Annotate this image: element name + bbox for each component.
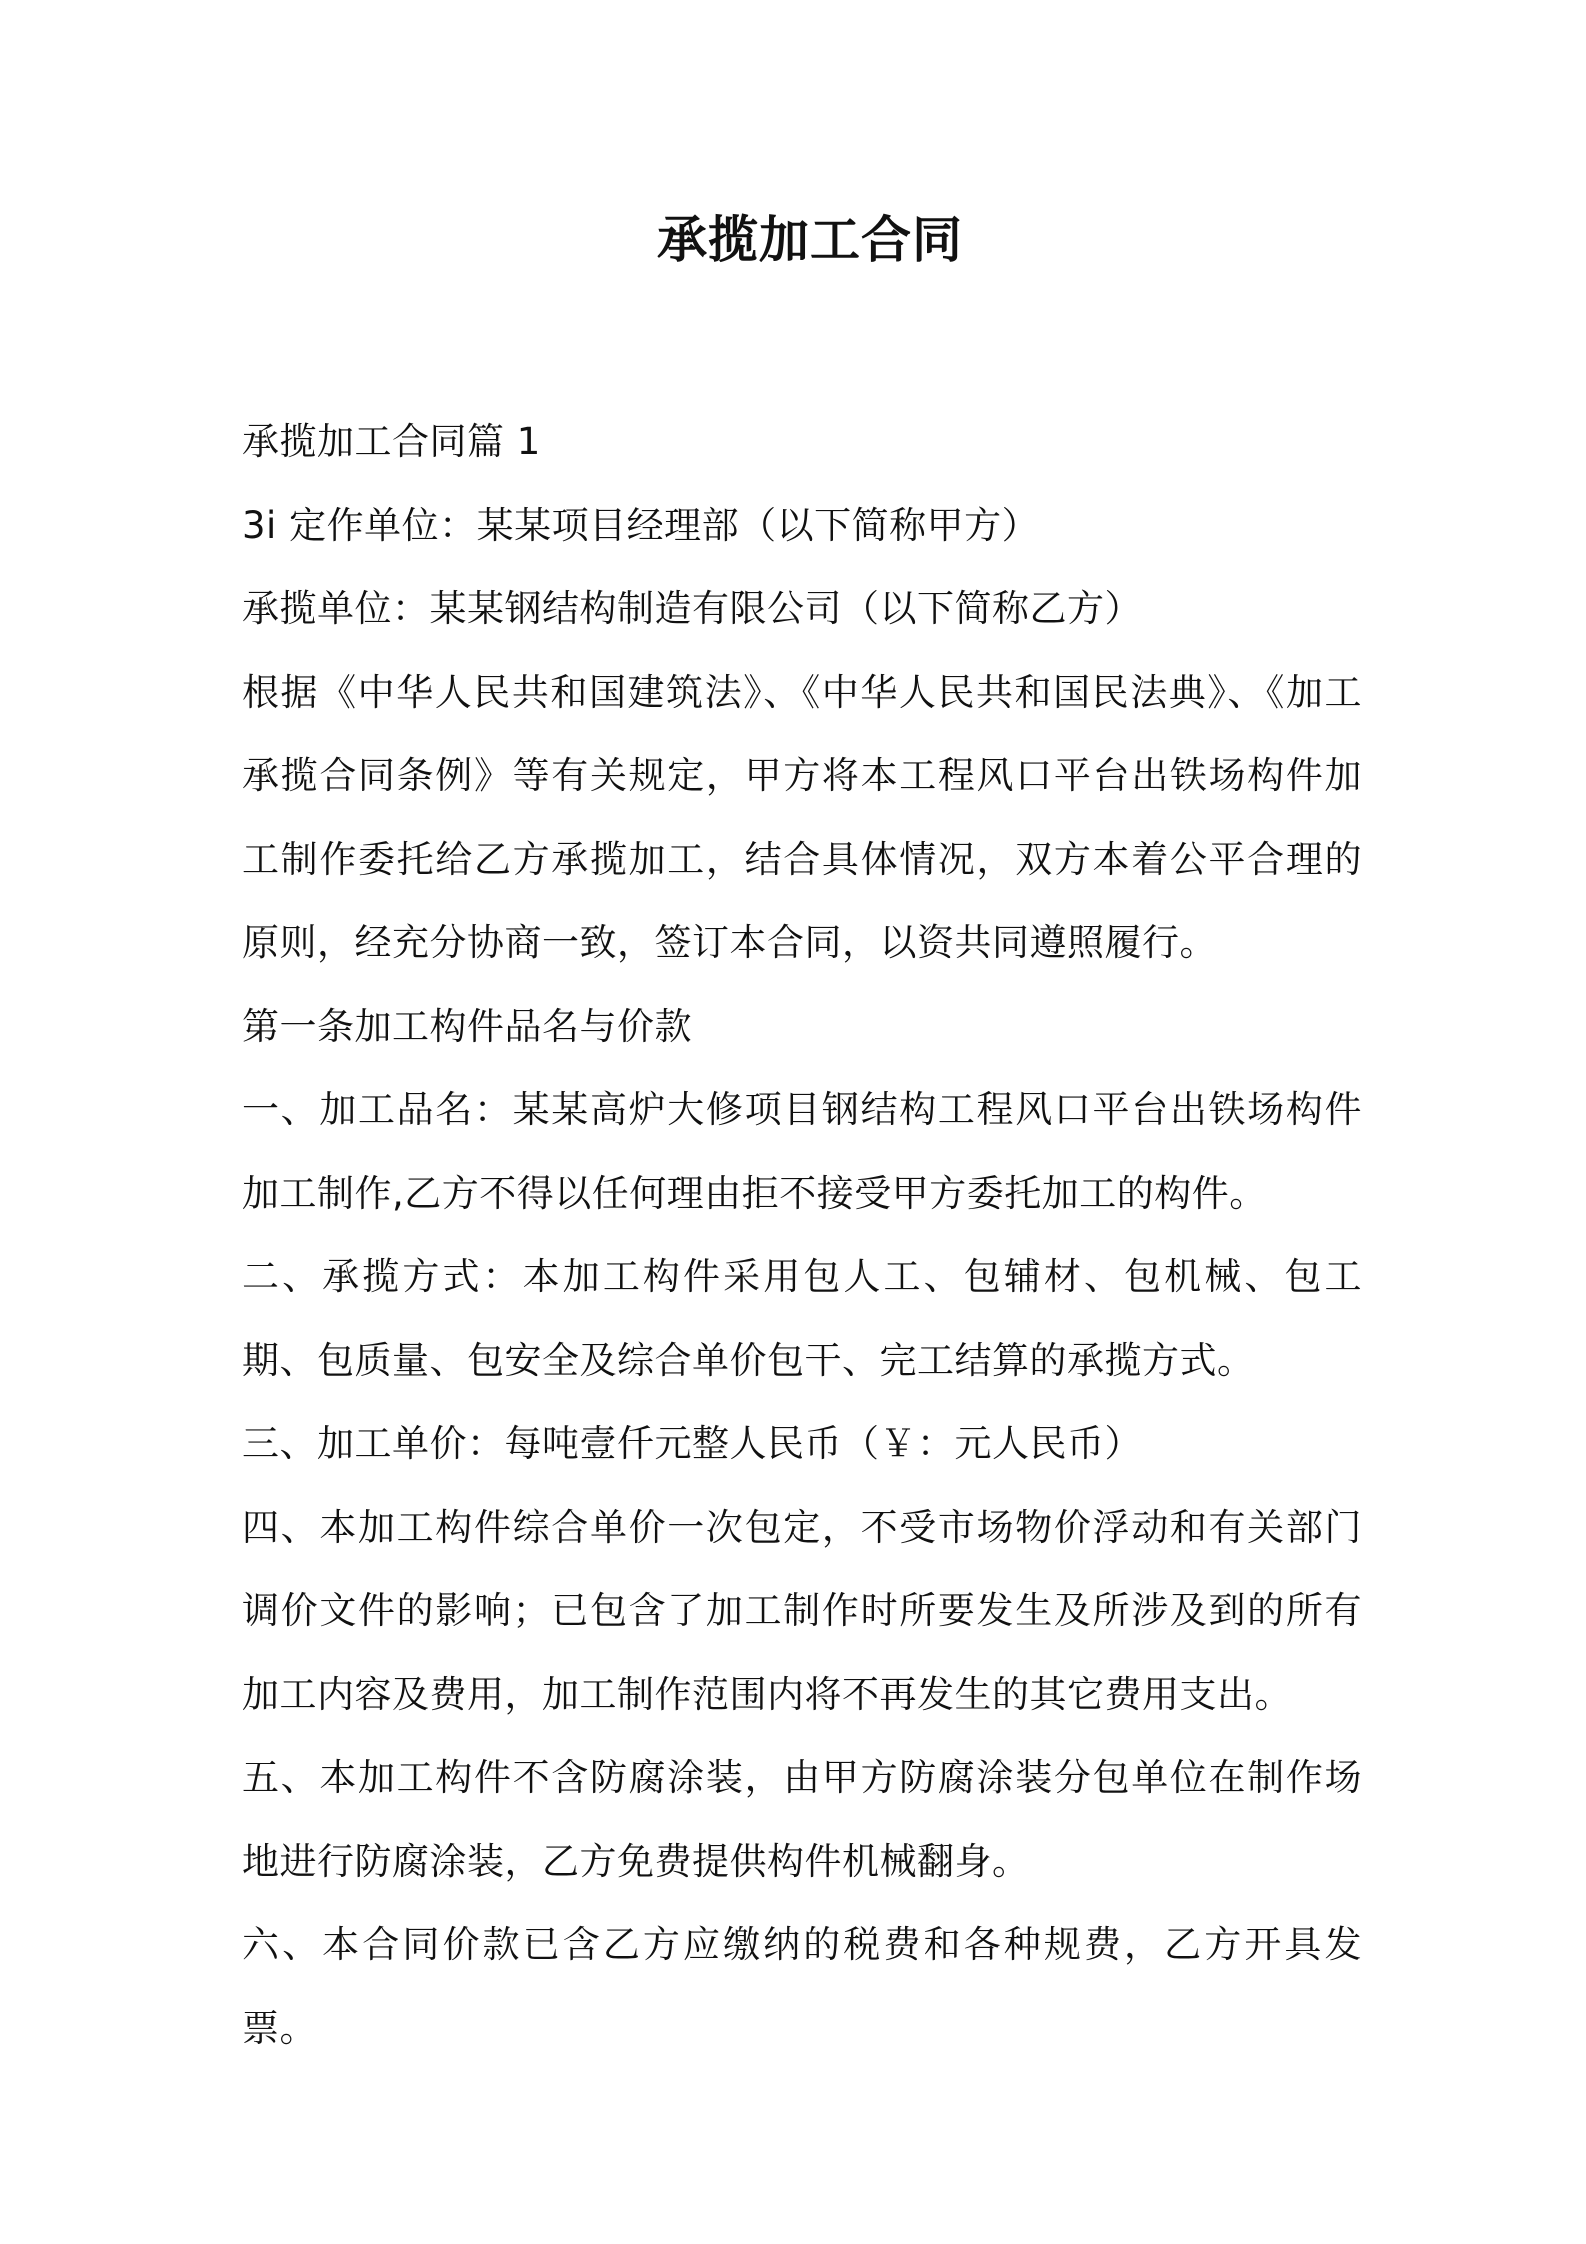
clause-3: 三、加工单价：每吨壹仟元整人民币（￥：元人民币）	[242, 1422, 1142, 1465]
clause-6: 六、本合同价款已含乙方应缴纳的税费和各种规费，乙方开具发票。	[242, 1923, 1362, 2050]
clause-4: 四、本加工构件综合单价一次包定，不受市场物价浮动和有关部门调价文件的影响；已包含了加工制作时所要发生及所涉及到的所有加工内容及费用，加工制作范围内将不再发生的其它费用支出。	[242, 1505, 1362, 1716]
preamble-paragraph: 根据《中华人民共和国建筑法》、《中华人民共和国民法典》、《加工承揽合同条例》等有关规定，甲方将本工程风口平台出铁场构件加工制作委托给乙方承揽加工，结合具体情况，双方本着公平合理的原则，经充分协商一致，签订本合同，以资共同遵照履行。	[242, 670, 1362, 964]
document-title: 承揽加工合同	[657, 211, 963, 269]
party-a-line: 3i 定作单位：某某项目经理部（以下简称甲方）	[242, 503, 1040, 547]
section-heading: 承揽加工合同篇 1	[242, 420, 541, 463]
document-body	[242, 400, 1362, 2070]
article-heading: 第一条加工构件品名与价款	[242, 1004, 692, 1048]
clause-1: 一、加工品名：某某高炉大修项目钢结构工程风口平台出铁场构件加工制作,乙方不得以任何理由拒不接受甲方委托加工的构件。	[242, 1088, 1362, 1215]
party-b-line: 承揽单位：某某钢结构制造有限公司（以下简称乙方）	[242, 587, 1142, 630]
clause-2: 二、承揽方式：本加工构件采用包人工、包辅材、包机械、包工期、包质量、包安全及综合单价包干、完工结算的承揽方式。	[242, 1255, 1362, 1382]
clause-5: 五、本加工构件不含防腐涂装，由甲方防腐涂装分包单位在制作场地进行防腐涂装，乙方免费提供构件机械翻身。	[242, 1756, 1362, 1883]
